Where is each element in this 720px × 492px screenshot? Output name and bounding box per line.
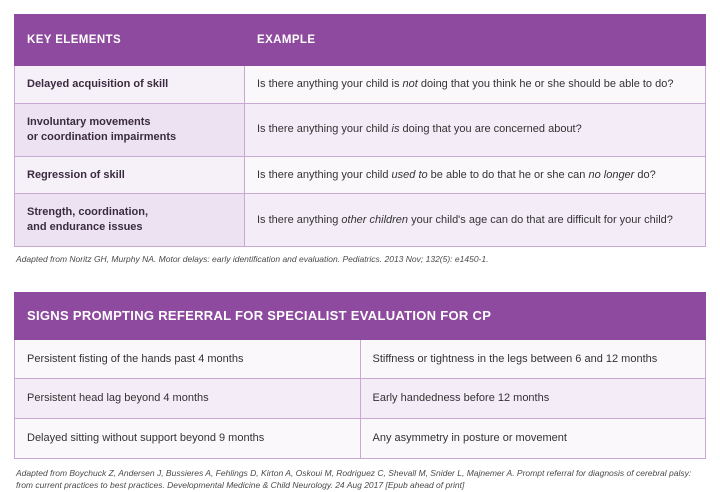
caption-line-2: from current practices to best practices. Developmental Medicine & Child Neurology. 24 Aug 2017 [Epub ahead of print]: [16, 480, 465, 491]
referral-signs-section: [14, 292, 706, 492]
row-example-involuntary-movements: [245, 103, 706, 156]
table-header-row: [15, 15, 706, 66]
sign-cell-right-1: Stiffness or tightness in the legs between 6 and 12 months: [360, 339, 706, 379]
table-header-row: [15, 292, 706, 339]
referral-signs-table-body: [15, 339, 706, 459]
row-key-involuntary-movements: [15, 103, 245, 156]
example-text-emphasis-2: no longer: [588, 168, 635, 181]
example-text-post: doing that you are concerned about?: [399, 123, 582, 136]
example-text-post: doing that you think he or she should be able to do?: [417, 78, 674, 90]
column-header-key-elements: KEY ELEMENTS: [15, 15, 245, 66]
sign-cell-left-3: Delayed sitting without support beyond 9 months: [15, 419, 361, 459]
example-text-pre: Is there anything your child: [257, 123, 392, 136]
key-elements-table-head: [15, 15, 706, 66]
row-example-regression-of-skill: [245, 156, 706, 194]
row-key-line-2: and endurance issues: [27, 221, 143, 234]
example-text-emphasis: used to: [391, 168, 428, 181]
referral-signs-table-head: [15, 292, 706, 339]
row-key-delayed-acquisition: Delayed acquisition of skill: [15, 66, 245, 104]
example-text-post: do?: [634, 168, 656, 181]
sign-cell-right-3: Any asymmetry in posture or movement: [360, 419, 706, 459]
table-row: [15, 194, 706, 247]
sign-cell-left-1: Persistent fisting of the hands past 4 months: [15, 339, 361, 379]
referral-signs-title: SIGNS PROMPTING REFERRAL FOR SPECIALIST EVALUATION FOR CP: [15, 292, 706, 339]
key-elements-table: [14, 14, 706, 247]
row-key-line-2: or coordination impairments: [27, 130, 177, 143]
row-key-regression-of-skill: Regression of skill: [15, 156, 245, 194]
referral-signs-table: [14, 292, 706, 460]
row-example-delayed-acquisition: [245, 66, 706, 104]
row-key-line-1: Strength, coordination,: [27, 206, 148, 219]
table2-source-caption: [16, 467, 706, 492]
key-elements-table-body: [15, 66, 706, 247]
table1-source-caption: Adapted from Noritz GH, Murphy NA. Motor delays: early identification and evaluation. Pediatrics. 2013 Nov; 132(5): e1450-1.: [16, 254, 489, 265]
example-text-post: your child's age can do that are difficult for your child?: [408, 213, 673, 226]
example-text-pre: Is there anything your child: [257, 168, 392, 181]
row-key-strength-coordination: [15, 194, 245, 247]
example-text-mid: be able to do that he or she can: [427, 168, 589, 181]
column-header-example: EXAMPLE: [245, 15, 706, 66]
table-row: [15, 339, 706, 379]
row-example-strength-coordination: [245, 194, 706, 247]
example-text-pre: Is there anything your child is: [257, 78, 403, 90]
example-text-pre: Is there anything: [257, 213, 342, 226]
table-row: [15, 379, 706, 419]
example-text-emphasis: is: [391, 123, 400, 136]
sign-cell-left-2: Persistent head lag beyond 4 months: [15, 379, 361, 419]
table-row: [15, 419, 706, 459]
example-text-emphasis: other children: [341, 213, 409, 226]
table-row: [15, 156, 706, 194]
example-text-emphasis: not: [402, 78, 418, 90]
sign-cell-right-2: Early handedness before 12 months: [360, 379, 706, 419]
caption-line-1: Adapted from Boychuck Z, Andersen J, Bussieres A, Fehlings D, Kirton A, Oskoui M, Rodriguez C, Shevall M, Snider L, Majnemer A. Prompt referral for diagnosis of cerebral palsy:: [16, 468, 692, 479]
table-row: [15, 66, 706, 104]
table-row: [15, 103, 706, 156]
row-key-line-1: Involuntary movements: [27, 115, 151, 128]
